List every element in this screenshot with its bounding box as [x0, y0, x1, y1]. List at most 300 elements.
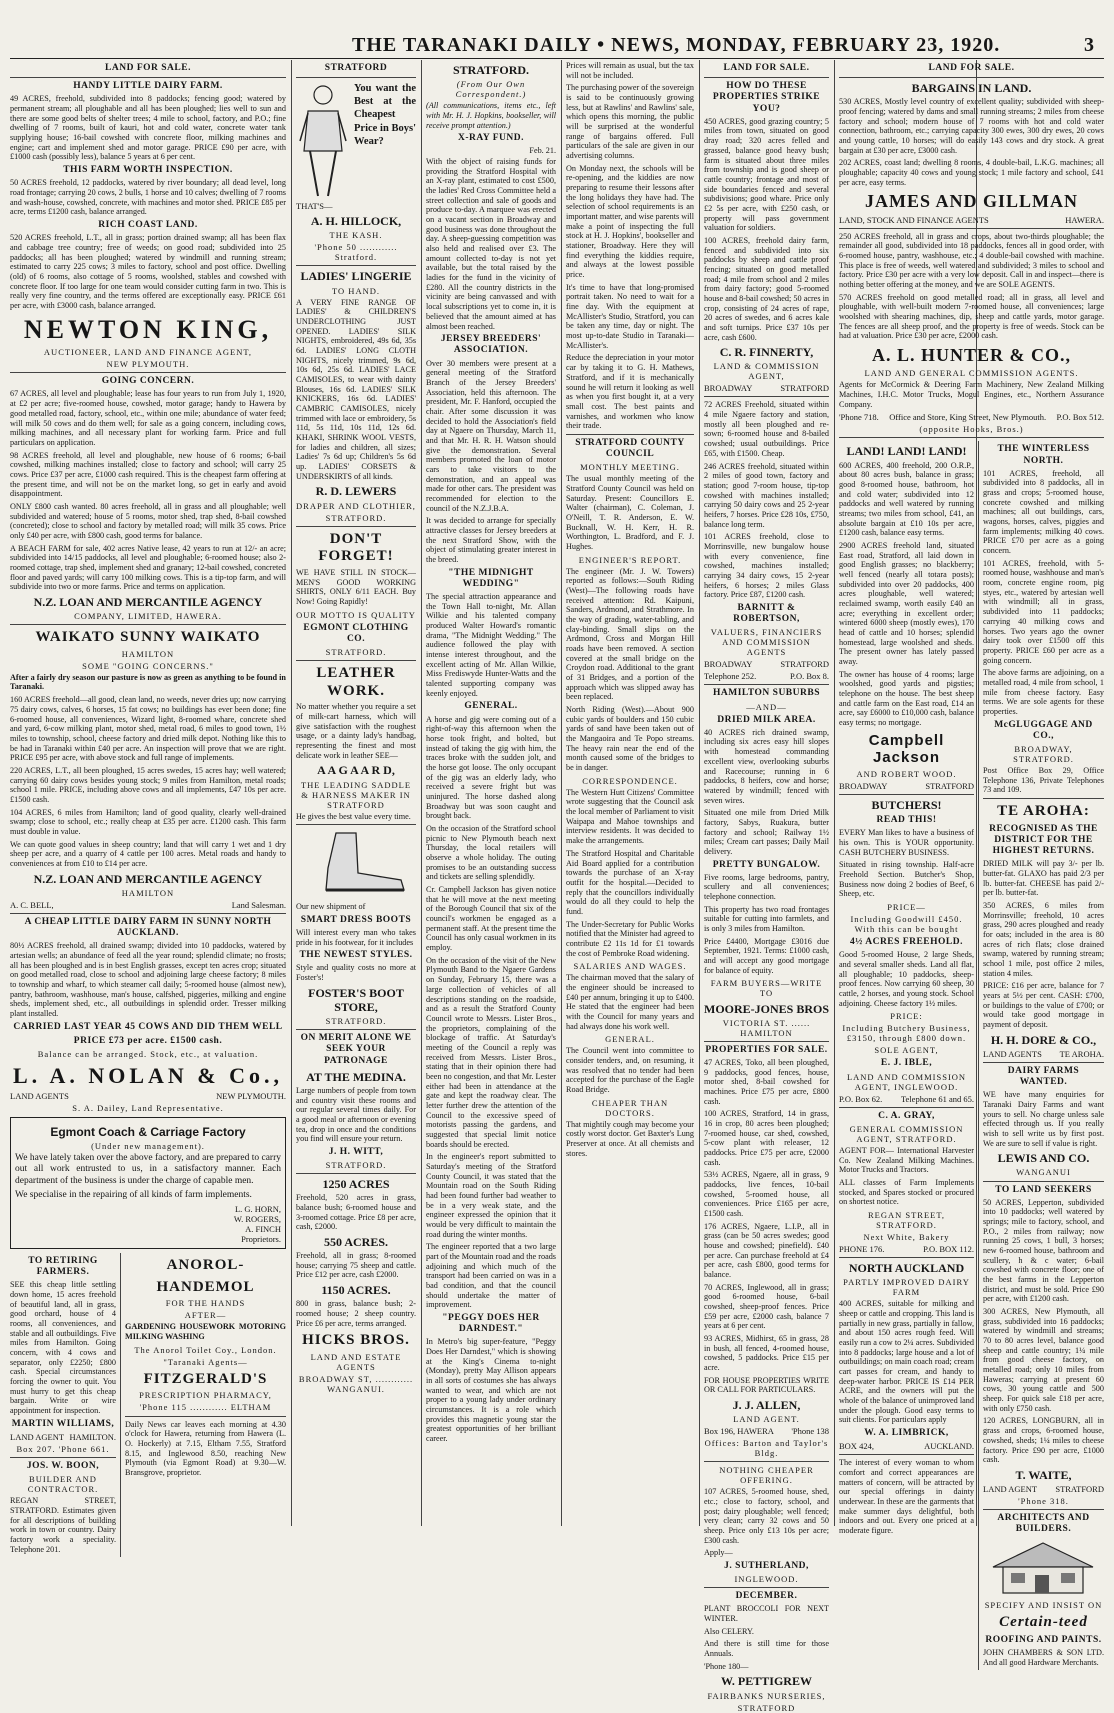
ad-text: No matter whether you require a set of milk-cart harness, which will give satisfaction with the roughest usage, or a dainty lady's handbag, representing the finest and most delicate work in leather SEE— [296, 702, 416, 760]
ad-text: 450 ACRES, good grazing country; 5 miles from town, situated on good dray road; 320 acres felled and grassed, balance good heavy bush; farm is situated about three miles from township and is good sheep or cattle country; frontage and most of side boundaries fenced and several subdivisions; good whare. Price only £2 5s per acre, with £250 cash, or property will pass government valuation for soldiers. [704, 116, 829, 233]
column-land-for-sale-left [10, 60, 286, 1554]
ad-text: 2900 ACRES freehold land, situated East road, Stratford, all laid down in good English grasses; no blackberry; well fenced (nearly all totara posts); subdivided into over 20 paddocks, 400 acres ploughable, well watered; reclaimed swamp, worth easily £40 an acre; everything in excellent order; wintered 6000 sheep (mostly ewes), 170 head of cattle and 10 horses; splendid homestead, large woolshed and sheds. The present owner has lately passed away. [839, 540, 974, 666]
ad-label: Including Goodwill £450. With this can be bought [850, 914, 963, 935]
agent-line: LAND AGENT STRATFORD [983, 1484, 1104, 1494]
ad-text: 49 ACRES, freehold, subdivided into 8 paddocks; fencing good; watered by permanent stream; all ploughable and all has been ploughed; lies well to sun and there are some good belts of shelter trees; 4 mile to school, factory, and P.O.; fine dwelling of 7 rooms, built of kauri, hot and cold water, concrete water tank supplying house; 16-bail cowshed with concrete floor, milking machines and engine; cart and implement shed and motor garage. PRICE £90 per acre, with £1000 cash (possibly less), balance 5 years at 6 per cent. [10, 94, 286, 162]
divider [10, 1457, 116, 1458]
house-illustration [983, 1537, 1103, 1597]
divider [983, 1062, 1104, 1063]
shop-town: STRATFORD. [325, 1016, 387, 1027]
bottom-row [10, 1253, 286, 1557]
egmont-coach-ad [10, 1117, 286, 1249]
newspaper-title: THE TARANAKI DAILY • NEWS, MONDAY, FEBRUARY 23, 1920. [352, 34, 1001, 56]
ad-subtitle: FARM BUYERS—WRITE TO [710, 978, 823, 999]
ad-headline: LAND! LAND! LAND! [846, 444, 967, 459]
ad-headline: BARGAINS IN LAND. [911, 81, 1032, 96]
pharmacy-name: FITZGERALD'S [143, 1370, 268, 1387]
news-text: The Stratford Hospital and Charitable Aid Board applied for a contribution towards the purchase of an X-ray outfit for the hospital.—Decided to reply that the councillors individually would do all they could to help the fund. [566, 848, 694, 916]
news-text: The purchasing power of the sovereign is said to be continuously growing less, but at Rawlins' and Rawlins' sale, which opens this morning, the public will be surprised at the wonderful range of bargains offered. Full particulars of the sale are given in our advertising columns. [566, 83, 695, 161]
ad-text: 400 ACRES, suitable for milking and sheep or cattle and cropping. This land is partially in new grass, partially in fallow, and about 150 acres rough feed. Will easily run a cow to 2¼ acres. Subdivided into 8 paddocks; large house and a lot of outbuildings; on main coach road; cream cart passes for cream, and handy to deep-water harbor. PRICE IS £14 PER ACRE, and the owners will put the whole of the balance of unimproved land under the plough. Good easy terms to suit clients. For particulars apply [839, 1299, 974, 1425]
ad-subtitle: HAMILTON [121, 648, 175, 659]
agent-name: W. PETTIGREW [721, 1674, 812, 1689]
ad-subtitle: SOME "GOING CONCERNS." [82, 660, 214, 671]
ad-text: 100 ACRES, freehold dairy farm, fenced and subdivided into six paddocks by sheep and cattle proof fencing; situated on good metalled road; 4 mile from school and 2 miles from dairy factory; good 5-roomed house and 8-bail cowshed; 50 acres in crop, consisting of 24 acres of rape, 20 acres of swedes, and 6 acres kale and soft turnips. Price £37 10s per acre, cash £600. [704, 235, 829, 342]
company-subtitle: HAMILTON [121, 887, 175, 898]
news-text: It's time to have that long-promised portrait taken. No need to wait for a fine day. With the equipment at McAllister's Studio, Stratford, you can be taken any time, day or night. The most up-to-date Studio in Taranaki—McAllister's. [566, 282, 694, 350]
column-rule [699, 60, 700, 1526]
agent-line: LAND AGENTS TE AROHA. [983, 1048, 1104, 1059]
ad-headline: DON'T FORGET! [318, 530, 394, 565]
divider [839, 437, 1104, 438]
agent-name: L. A. NOLAN & Co., [12, 1062, 283, 1088]
ad-text: Situated in rising township. Half-acre Freehold Section. Butcher's Shop, Business now doing 2 bodies of Beef, 6 Sheep, etc. [839, 860, 974, 899]
ad-text: A BEACH FARM for sale, 402 acres Native lease, 42 years to run at 12/- an acre; subdivided into 14/15 paddocks, all level and ploughable; 6-roomed house; also 2-roomed cottage, trap shed, implement shed and granary; 12-bail cowshed, concreted floor and paved yards; will carry 100 milking cows. This is a tip-top farm, and will subdivide into two or more farms. Price and terms on application. [10, 543, 286, 592]
ad-text: 101 ACRES, freehold, all subdivided into 8 paddocks, all in grass and crops; 5-roomed house, concrete cowshed and milking machines; all out buildings, cars, wagons, horses, calves, piggies and farm implements; milking 40 cows. PRICE £70 per acre as a going concern. [983, 468, 1104, 556]
ad-text: AGENT FOR— International Harvester Co. New Zealand Milking Machines. Motor Trucks and Tractors. [839, 1145, 974, 1175]
ad-text: And there is still time for those Annuals. [704, 1639, 829, 1659]
agent-name: MOORE-JONES BROS [704, 1001, 830, 1016]
agent-line: LAND AGENTS NEW PLYMOUTH. [10, 1090, 286, 1101]
ad-text: 520 ACRES freehold, L.T., all in grass; portion drained swamp; all has been flax and cabbage tree country; free of weeds; on good road; subdivided into 25 paddocks; all has been ploughed; watered by windmill and running stream; estimated to carry 225 cows; 3 miles to factory, school and post office. Dwelling (old) of 6 rooms, also cottage of 5 rooms, woolshed, stables and cowshed with concrete floor. If too large for one team would consider cutting farm in two. This is really very fine country, and the terms offered are exceptionally easy. PRICE £61 per acre, with £3000 cash, balance arranged. [10, 233, 286, 310]
ad-text: WE HAVE STILL IN STOCK— MEN'S GOOD WORKING SHIRTS, ONLY 6/11 EACH. Buy Now! Going Rapidly! [296, 567, 416, 606]
ad-headline: WAIKATO SUNNY WAIKATO [35, 629, 261, 646]
agent-line: BROADWAY STRATFORD [704, 383, 829, 394]
agent-subtitle: LAND AND COMMISSION AGENT, INGLEWOOD. [846, 1071, 967, 1092]
agents-label: "Taranaki Agents— [163, 1356, 248, 1367]
ad-question: You want the Best at the Cheapest Price in Boys' Wear? [354, 83, 416, 147]
shop-name: A. H. HILLOCK, [310, 214, 402, 229]
boys-wear-ad [296, 81, 416, 201]
ad-headline: LEATHER WORK. [316, 665, 396, 699]
news-text: Over 30 members were present at a general meeting of the Stratford Branch of the Jersey Breeders' Association, held this afternoon. The president, Mr. F. Hanford, occupied the chair. After some discussion it was decided to hold the Association's field day at Ngaere on Thursday, March 11, and that Mr. H. R. H. Watson should give the demonstration. Several members promoted the loan of motor cars to take visitors to the demonstration, and an appeal was made for other cars. The president was recommended for election to the council of the N.Z.J.B.A. [426, 358, 556, 513]
news-text: On Monday next, the schools will be re-opening, and the kiddies are now preparing to resume their lessons after the long holidays they have had. The selection of school requirements is an important matter, and wise parents will make a point of inspecting the full stock at H. J. Hopkins', bookseller and stationer, Broadway. Here they will find everything the kiddies require, and always at the lowest possible price. [566, 163, 694, 280]
ad-heading: 1150 ACRES. [321, 1283, 391, 1298]
ad-text: 250 ACRES freehold, all in grass and crops, about two-thirds ploughable; the remainder all good, subdivided into 18 paddocks, fences all in good order, with 6-roomed house, pantry, washhouse, etc.; 4 double-bail cowshed with machine. This place is free of weeds, well watered and subdivided; 3 miles to school and factory. Price £30 per acre with a very low deposit. Call in and inspect—there is nothing better offering at the money, and we are SOLE AGENTS. [839, 231, 1104, 290]
agent-name: JOS. W. BOON, [26, 1461, 100, 1472]
ad-text: 176 ACRES, Ngaere, L.I.P., all in grass (can be 50 acres swedes; good house and cowshed; pinefield). £40 per acre. Can purchase freehold at £4 per acre, cash £800, good terms for balance. [704, 1221, 829, 1279]
agent-subtitle: LAND AND GENERAL COMMISSION AGENTS. [864, 368, 1079, 379]
ad-text: 50 ACRES freehold, 12 paddocks, watered by river boundary; all dead level, long road frontage; carrying 20 cows, 2 bulls, 1 horse and 10 calves; dwelling of 7 rooms and wash-house, cowshed, concrete, with machines and motor shed. PRICE £85 per acre, terms £1200 cash, balance arranged. [10, 178, 286, 217]
agent-subtitle: LAND AGENT. [733, 1414, 800, 1425]
ad-text: 160 ACRES freehold—all good, clean land, no weeds, never dries up; now carrying 75 dairy cows, calves, 6 horses, 15 fat cows; no buildings has ever been done; fine 6-roomed house, all conveniences, Wizard light, 8-roomed whare, concrete shed and yard, 6-cow milking plant, motor shed, metal road, 6 miles to good town, 1½ miles to township, school, cheese factory and dried milk depot. Nothing like this to be had in Taranaki within £40 per acre. An inspection will prove that we are right. PRICE £95 per acre, with above stock and full range of implements. [10, 695, 286, 763]
ad-text: SEE this cheap little settling down home, 15 acres freehold of beautiful land, all in grass, good orchard, house of 4 rooms, all conveniences, and stable and all outbuildings. Five miles from Hamilton. Going concern, with 4 cows and separator, only £2250; £800 cash. Special circumstances forcing the owner to quit. You must hurry to get this cheap bargain. Write or wire appointment for inspection. [10, 1280, 116, 1416]
product-subtitle: FOR THE HANDS [165, 1298, 246, 1309]
shop-town: STRATFORD. [325, 512, 387, 523]
agent-name: Campbell Jackson [868, 731, 945, 767]
news-subheading: GENERAL. [464, 701, 518, 712]
section-heading: LAND FOR SALE. [723, 63, 810, 73]
news-text: Reduce the depreciation in your motor car by taking it to G. H. Mathews, Stratford, and if it is mechanically sound he will return it looking as well as when you first bought it, at a very small cost. The best paints and varnishes, and workmen who know their trade. [566, 353, 694, 431]
agent-contact: Telephone 252. P.O. Box 8. [704, 671, 829, 682]
column-rule [561, 60, 562, 1526]
ad-text: 570 ACRES freehold on good metalled road; all in grass, all level and ploughable, with well-built modern 7-roomed house, all conveniences; large woolshed with shearing machines, dip, sheep and cattle yards, motor garage. The fences are all sheep proof, and the property is free of weeds. Stock can be had at valuation. Price £30 per acre, £2000 cash. [839, 292, 1104, 341]
divider [296, 526, 416, 527]
ad-text: 101 ACRES, freehold, with 5-roomed house, washhouse and man's room, concrete engine room, pig styes, etc., watered by artesian well with windmill; all in grass, subdivided into 11 paddocks; carrying 40 milking cows and horses. Two years ago the owner dairy took over £1500 off this property. PRICE £60 per acre as a going concern. [983, 558, 1104, 665]
divider [296, 77, 416, 78]
agent-name: W. A. LIMBRICK, [864, 1427, 949, 1438]
ad-text: DRIED MILK will pay 3/- per lb. butter-fat. GLAXO has paid 2/3 per lb. butter-fat. CHEESE has paid 2/- per lb. butter-fat. [983, 859, 1104, 898]
retiring-farmers-ad [10, 1253, 116, 1557]
agent-address: BROADWAY, STRATFORD. [1013, 743, 1074, 764]
column-rule [421, 60, 422, 1526]
column-land-for-sale-middle [704, 60, 830, 1713]
agent-contact: Box 207. 'Phone 661. [16, 1444, 110, 1455]
ad-text: The interest of every woman to whom comfort and correct appearances are matters of concern, will be attracted by our special offerings in dainty underwear. In these are the garments that make summer days delightful, both indoors and out. Every one priced at a moderate figure. [839, 1458, 974, 1535]
product-subtitle: ROOFING AND PAINTS. [985, 1634, 1102, 1645]
ad-text: 800 in grass, balance bush; 2-roomed house; 2 sheep country. Price £6 per acre, terms arranged. [296, 1299, 416, 1328]
ad-headline: Egmont Coach & Carriage Factory [50, 1124, 246, 1139]
agent-contact: P.O. Box 62. Telephone 61 and 65. [839, 1093, 974, 1104]
ad-text: 350 ACRES, 6 miles from Morrinsville; freehold, 10 acres grass, 290 acres ploughed and ready for oats; included in the area is 80 acres of rich flats; close drained swamp, watered by running stream; school 1 mile, post office 2 miles, station 4 miles. [983, 900, 1104, 978]
agent-contact: PHONE 176. P.O. BOX 112. [839, 1244, 974, 1255]
ad-heading: 4½ ACRES FREEHOLD. [850, 937, 963, 948]
ad-text: FOR HOUSE PROPERTIES WRITE OR CALL FOR PARTICULARS. [704, 1375, 829, 1395]
agent-address: BROADWAY ST, ............ WANGANUI. [298, 1374, 414, 1395]
ad-text: 101 ACRES freehold, close to Morrinsville, new bungalow house with every convenience, fine cowshed, machines installed; carrying 34 dairy cows, 15 2-year heifers, 6 horses; 2 miles Glass factory. Price £87, £1200 cash. [704, 532, 829, 600]
news-subheading: MONTHLY MEETING. [580, 462, 680, 473]
agent-office: Offices: Barton and Taylor's Bldg. [704, 1438, 829, 1459]
ad-text: Our new shipment of [296, 902, 366, 911]
shop-subtitle: DRAPER AND CLOTHIER, [296, 500, 416, 511]
split-row [839, 441, 1104, 1670]
ad-text: 300 ACRES, New Plymouth, all grass, subdivided into 16 paddocks; watered by windmill and streams; 70 to 80 acres level, balance good sheep and cattle country; 1¼ mile from good cheese factory, on metalled road; only 10 miles from Haweras; carrying at present 60 cows, 30 young cattle and 500 sheep. For quick sale £18 per acre, with only £750 cash. [983, 1307, 1104, 1413]
news-text: North Riding (West).—About 900 cubic yards of boulders and 150 cubic yards of sand have been taken out of the Mangaoira and Te Popo streams. The heavy rain near the end of the month caused some of the bridges to be in danger. [566, 705, 694, 773]
ad-subtitle: SPECIFY AND INSIST ON [984, 1600, 1103, 1611]
signature-line: A. C. BELL, Land Salesman. [10, 899, 286, 910]
shop-name: EGMONT CLOTHING CO. [303, 622, 409, 644]
ad-text: REGAN STREET, STRATFORD. Estimates given for all descriptions of building work in town or country. Dairy factory work a speciality. Telephone 201. [10, 1496, 116, 1554]
news-text: Cr. Campbell Jackson has given notice that he will move at the next meeting of the Borough Council that six of the council's workmen be engaged as a permanent staff. At the present time the Council has only casual workmen in its employ. [426, 885, 556, 953]
ad-text: Agents for McCormick & Deering Farm Machinery, New Zealand Milking Machines, I.H.C. Motor Trucks, Mogul Engines, etc., Northern Assurance Company. [839, 380, 1104, 409]
divider [296, 265, 416, 266]
boy-illustration [296, 81, 350, 201]
divider [10, 913, 286, 914]
ad-heading: A CHEAP LITTLE DAIRY FARM IN SUNNY NORTH AUCKLAND. [24, 916, 272, 938]
ad-headline: NORTH AUCKLAND [848, 1261, 965, 1276]
shop-phone: 'Phone 50 ............ Stratford. [314, 242, 398, 263]
agent-subtitle: BUILDER AND CONTRACTOR. [27, 1474, 99, 1495]
agent-phone: 'Phone 318. [1018, 1496, 1069, 1507]
ad-text: Price £4400, Mortgage £3016 due September, 1921. Terms: £1000 cash, and will accept any good mortgage for balance of equity. [704, 936, 829, 975]
shop-subtitle: THE LEADING SADDLE & HARNESS MAKER IN STRATFORD [300, 779, 412, 810]
agent-address: REGAN STREET, STRATFORD. [867, 1209, 946, 1230]
ad-headline: AT THE MEDINA. [306, 1069, 406, 1084]
divider [839, 1257, 974, 1258]
ad-text: ALL classes of Farm Implements stocked, and Spares stocked or procured on shortest notice. [839, 1177, 974, 1207]
product-name: Certain-teed [999, 1614, 1088, 1631]
divider [10, 624, 286, 625]
news-text: The chairman moved that the salary of the engineer should be increased to £40 per annum, bringing it up to £400. He stated that the engineer had been with the Council for many years and had always done his work well. [566, 973, 694, 1031]
agent-town: WANGANUI [1016, 1167, 1071, 1178]
divider [839, 228, 1104, 229]
ad-heading: SMART DRESS BOOTS [300, 914, 412, 925]
divider [704, 1461, 829, 1462]
ad-text: Style and quality costs no more at Foster's! [296, 963, 416, 983]
shop-name: R. D. LEWERS [315, 484, 397, 499]
ad-subtitle: RECOGNISED AS THE DISTRICT FOR THE HIGHEST RETURNS. [989, 823, 1098, 857]
ad-text: 107 ACRES, 5-roomed house, shed, etc.; close to factory, school, and post; dairy ploughable; well fenced; very clean; carry 32 cows and 50 sheep. Price only £13 10s per acre; £300 cash. [704, 1487, 829, 1545]
ad-text: 246 ACRES freehold, situated within 2 miles of good town, factory and station; good 7-room house, tip-top cowshed with machines installed; carrying 50 dairy cows and 25 2-year heifers, 7 horses. Price £28 10s, £750, balance long term. [704, 461, 829, 529]
agent-town: STRATFORD [737, 1702, 796, 1713]
divider [983, 798, 1104, 799]
agent-name: J. J. ALLEN, [732, 1398, 801, 1413]
agent-name: NEWTON KING, [23, 314, 273, 344]
proprietor-list: L. G. HORN, W. ROGERS, A. FINCH Proprietors. [233, 1203, 281, 1244]
news-text: On the occasion of the visit of the New Plymouth Band to the Ngaere Gardens on Sunday, February 15, there was a large collection of vehicles of all descriptions standing on the roadside, and as a result the Stratford County Council wrote to Messrs. Lister Bros., the proprietors, complaining of the blockage of traffic. At Saturday's meeting of the Council a reply was received from Messrs. Lister Bros., stating that in their opinion there had been no congestion, and that Mr. Lester either had been in attendance at the gate and kept the roadway clear. The letter further drew the attention of the Council to the excessive speed of motorists passing the gardens, and suggested that special limit notice boards should be erected. [426, 955, 556, 1149]
column-stratford-ads [296, 60, 416, 1526]
news-subheading: JERSEY BREEDERS' ASSOCIATION. [440, 334, 542, 356]
divider [566, 434, 694, 435]
ad-text: Freehold, all in grass; 8-roomed house; carrying 75 sheep and cattle. Price £12 per acre, cash £2000. [296, 1251, 416, 1280]
ad-text: 40 ACRES rich drained swamp, including six acres easy hill slopes with homestead commanding excellent view, overlooking suburbs and Racecourse; running in 6 paddocks, 8 heifers, cow and horse; watered by windmill; fenced with seven wires. [704, 727, 829, 805]
ad-text: Good 5-roomed House, 2 large Sheds, and several smaller sheds. Land all flat, all ploughable; 10 paddocks, sheep-proof fences. Now carrying 60 sheep, 30 cattle, 2 horses, and young stock. School adjoining. Cheese factory 1½ miles. [839, 950, 974, 1008]
ad-heading: 1250 ACRES [322, 1177, 390, 1192]
ad-text: 93 ACRES, Midhirst, 65 in grass, 28 in bush, all fenced, 4-roomed house, cowshed, 5 paddocks. Price £15 per acre. [704, 1334, 829, 1373]
ad-heading: THE WINTERLESS NORTH. [997, 444, 1090, 466]
column-rule [291, 60, 292, 1526]
agent-subtitle: LAND & COMMISSION AGENT, [713, 361, 820, 382]
ad-heading: GOING CONCERN. [101, 376, 195, 387]
news-subheading: "PEGGY DOES HER DARNDEST." [442, 1313, 540, 1335]
ad-label: Apply— [704, 1548, 733, 1558]
news-text: In Metro's big super-feature, "Peggy Does Her Darndest," which is showing at the King's Cinema to-night (Monday), pretty May Allison appears in all sorts of costumes she has always wanted to wear, and which are not proper to a young lady under ordinary circumstances. It is a role which provides this magnetic young star the greatest opportunities of her brilliant career. [426, 1337, 556, 1444]
shop-name: A A G A A R D, [317, 763, 395, 778]
agent-contact: Box 196, HAWERA 'Phone 138 [704, 1426, 829, 1437]
ad-text: We specialise in the repairing of all kinds of farm implements. [15, 1189, 252, 1200]
ad-heading: PROPERTIES FOR SALE. [705, 1044, 828, 1055]
news-heading: STRATFORD. [452, 63, 530, 77]
divider [704, 684, 829, 685]
news-subheading: "THE MIDNIGHT WEDDING" [448, 567, 534, 589]
ad-text: This property has two road frontages suitable for cutting into farmlets, and is only 3 miles from Hamilton. [704, 904, 829, 934]
shop-town: STRATFORD. [325, 1160, 387, 1171]
ad-text: PRICE: £16 per acre, balance for 7 years at 5½ per cent. CASH: £700, or buildings to the value of £700; or would take good mortgage in payment of deposit. [983, 981, 1104, 1030]
pharmacy-phone: 'Phone 115 ............ ELTHAM [139, 1402, 272, 1413]
ad-text: 600 ACRES, 400 freehold, 200 O.R.P., about 80 acres bush, balance in grass; good 8-roomed house, bathroom, hot and cold water; subdivided into 12 paddocks and well watered by running streams; two miles from school, £41, an absolute bargain at £10 10s per acre, £1200 cash, balance easy terms. [839, 460, 974, 538]
ad-motto: OUR MOTTO IS QUALITY [296, 609, 416, 620]
agent-subtitle: AND ROBERT WOOD. [856, 769, 957, 780]
ad-text: JOHN CHAMBERS & SON LTD. And all good Hardware Merchants. [983, 1648, 1104, 1667]
agent-subtitle: FAIRBANKS NURSERIES, [707, 1690, 826, 1701]
agent-name: LEWIS AND CO. [997, 1151, 1090, 1166]
product-name: ANOROL- [166, 1257, 245, 1273]
agent-location: (opposite Hooks, Bros.) [919, 424, 1024, 435]
agent-contact: Post Office Box 29, Office Telephone 136, Private Telephones 73 and 109. [983, 765, 1104, 795]
pharmacy-subtitle: PRESCRIPTION PHARMACY, [139, 1390, 272, 1401]
news-text: Prices will remain as usual, but the tax will not be included. [566, 61, 694, 80]
news-text: The special attraction appearance and the Town Hall to-night, Mr. Allan Wilkie and his talented company produced Walter Howard's romantic drama, "The Midnight Wedding." The audience followed the play with intense interest throughout, and the excellent acting of Mr. Allan Wilkie, Miss Frediswyde Hunter-Watts and the talented supporting company was keenly enjoyed. [426, 592, 556, 698]
agent-name: BARNITT & ROBERTSON, [733, 602, 800, 625]
product-name: HANDEMOL [156, 1278, 255, 1295]
ad-text: 100 ACRES, Stratford, 14 in grass, 16 in crop, 80 acres been ploughed; 7-roomed house, car shed, cowshed, 5-cow plant with releaser, 12 paddocks. Price £75 per acre, £2000 cash. [704, 1109, 829, 1167]
divider [839, 77, 1104, 78]
agent-name: McGLUGGAGE AND CO., [994, 719, 1093, 741]
ad-headline: LADIES' LINGERIE [300, 269, 412, 284]
shop-town: STRATFORD. [325, 647, 387, 658]
ad-text: 67 ACRES, all level and ploughable; lease has four years to run from July 1, 1920, at £2 per acre; five-roomed house, cowshed, motor garage; handy to Hawera by good metalled road, factory, school, etc., within one mile; abundance of water feed; will milk 50 cows and do them well; for sale as a going concern, including cows, milking machines, and all necessary plant for working farm. Price and full particulars on application. [10, 389, 286, 447]
product-maker: The Anorol Toilet Coy., London. [134, 1344, 277, 1355]
divider [704, 1587, 829, 1588]
divider [125, 1416, 286, 1417]
column-anorol [120, 1253, 286, 1557]
company-subtitle: COMPANY, LIMITED, HAWERA. [74, 611, 222, 622]
ad-text: A VERY FINE RANGE OF LADIES' & CHILDREN'S UNDERCLOTHING JUST OPENED. LADIES' SILK NIGHTS, embroidered, 49s 6d, 35s 6d. LADIES' LONG CLOTH NIGHTS, nicely trimmed, 9s 6d, 10s 6d, 25s 6d. LADIES' LACE CAMISOLES, to wear with dainty Blouses, 16s 6d. LADIES' SILK KNICKERS, 16s 6d. LADIES' CAMBRIC CAMISOLES, nicely trimmed with lace or embroidery, 5s 11d, 5s 11d, 10s 11d, 12s 6d. KHAKI, SHRINK WOOL VESTS, for ladies and children, all sizes; Ladies' 7s 6d up; Children's 5s 6d up. LADIES' CORSETS & UNDERSKIRTS of all kinds. [296, 297, 416, 481]
divider [983, 1181, 1104, 1182]
divider [704, 77, 829, 78]
ad-text: Will interest every man who takes pride in his footwear, for it includes [296, 927, 416, 947]
ad-text: 202 ACRES, coast land; dwelling 8 rooms, 4 double-bail, L.K.G. machines; all ploughable; capacity 40 cows and young stock; 1 mile factory and school, £41 per acre, easy terms. [839, 158, 1104, 187]
divider [839, 1107, 974, 1108]
agent-name: C. A. GRAY, [878, 1110, 935, 1121]
ad-heading: CARRIED LAST YEAR 45 COWS AND DID THEM WELL [13, 1021, 283, 1032]
news-text: On the occasion of the Stratford school picnic to New Plymouth beach next Thursday, the local retailers will observe a whole holiday. The outing promises to be an outstanding success and tickets are selling splendidly. [426, 824, 556, 882]
ad-heading: DAIRY FARMS WANTED. [1007, 1065, 1080, 1088]
ad-label: PRICE: [890, 1011, 923, 1022]
shop-name: J. H. WITT, [328, 1146, 384, 1157]
news-text: It was decided to arrange for specially attractive classes for Jersey breeders at the next Stratford Show, with the object of stimulating greater interest in the breed. [426, 516, 556, 565]
ad-heading: ARCHITECTS AND BUILDERS. [997, 1513, 1090, 1535]
section-heading: LAND FOR SALE. [928, 63, 1015, 73]
agent-subtitle: LAND AND ESTATE AGENTS [310, 1351, 402, 1372]
ad-text: EVERY Man likes to have a business of his own. This is YOUR opportunity. CASH BUTCHERY BUSINESS. [839, 828, 974, 857]
agent-name: E. J. IBLE, [880, 1058, 933, 1069]
news-subheading: ENGINEER'S REPORT. [578, 554, 682, 565]
price-note: Balance can be arranged. Stock, etc., at valuation. [37, 1048, 259, 1059]
column-rule [834, 60, 835, 1526]
agent-subtitle: AUCTIONEER, LAND AND FINANCE AGENT, [43, 347, 253, 358]
column-county-council [566, 60, 694, 1526]
company-name: N.Z. LOAN AND MERCANTILE AGENCY [33, 871, 263, 886]
coach-notice: Daily News car leaves each morning at 4.30 o'clock for Hawera, returning from Hawera (L. O. Hockerly) at 7.15, Eltham 7.55, Stratford 8.15, and Inglewood 8.50, reaching New Plymouth (via Egmont Road) at 9.30—W. Bransgrove, proprietor. [125, 1419, 286, 1477]
news-date: Feb. 21. [529, 146, 556, 156]
ad-text: 72 ACRES Freehold, situated within 4 mile Ngaere factory and station, mostly all been ploughed and re-sown; 6-roomed house and 8-bailed cowshed; usual outbuildings. Price £65, with £1500. Cheap. [704, 400, 829, 458]
ad-phone: 'Phone 180— [704, 1661, 749, 1671]
news-text: In the engineer's report submitted to Saturday's meeting of the Stratford County Council, it was stated that the Mountain road on the South Riding had been found further bad weather to be in a very weak state, and the engineer expressed the opinion that it would be very difficult to maintain the road during the winter months. [426, 1152, 556, 1239]
ad-heading: TO LAND SEEKERS [995, 1184, 1092, 1195]
ad-subtitle: PARTLY IMPROVED DAIRY FARM [843, 1277, 970, 1298]
ad-text: After a fairly dry season our pasture is now as green as anything to be found in Taranaki. [10, 672, 286, 692]
ad-text: ONLY £800 cash wanted. 80 acres freehold, all in grass and all ploughable; well subdivided and watered; house of 5 rooms, motor shed, trap shed, 8-bail cowshed (concreted); close to school and factory by metalled road; will milk 35 cows. Price only £40 per acre, with £800 cash, good terms for balance. [10, 501, 286, 540]
product-label: AFTER— [184, 1310, 227, 1321]
product-uses: GARDENING HOUSEWORK MOTORING MILKING WASHING [125, 1322, 286, 1342]
ad-heading: HAMILTON SUBURBS [713, 688, 820, 699]
divider [704, 1041, 829, 1042]
ad-subtitle: NOTHING CHEAPER OFFERING. [719, 1465, 814, 1486]
divider [839, 1454, 974, 1455]
news-subheading: X-RAY FUND. [457, 133, 525, 144]
shop-name: FOSTER'S BOOT STORE, [308, 985, 404, 1014]
ad-text: Large numbers of people from town and country visit these rooms and our regular several times daily. For a good meal or afternoon or evening tea, drop in once and the conditions you find will ensure your return. [296, 1085, 416, 1144]
agent-address: VICTORIA ST. ...... HAMILTON [722, 1017, 811, 1038]
divider [296, 824, 416, 825]
agent-name: HICKS BROS. [302, 1332, 410, 1349]
ad-heading: ON MERIT ALONE WE SEEK YOUR PATRONAGE [300, 1033, 412, 1066]
ad-text: WE have many enquiries for Taranaki Dairy Farms and want yours to sell. No charge unless sale effected through us. If you really wish to sell write us by first post. We are sure to sell if value is right. [983, 1090, 1104, 1148]
ad-heading: DECEMBER. [735, 1591, 798, 1602]
ad-text: We have lately taken over the above factory, and are prepared to carry out all work entrusted to us, in a satisfactory manner. Each department of the business is under the charge of capable men. [15, 1153, 281, 1186]
agent-name: J. SUTHERLAND, [724, 1561, 809, 1572]
news-text: The usual monthly meeting of the Stratford County Council was held on Saturday. Present: Councillors E. Walter (chairman), C. Coleman, J. O'Neill, T. R. Anderson, E. W. Bucknall, W. H. Kerr, H. R. Worthington, L. Bradford, and F. J. Hughes. [566, 474, 694, 551]
ad-text: We can quote good values in sheep country; land that will carry 1 wet and 1 dry sheep per acre, and a quarry of 4 cattle per 100 acres. Metal roads and handy to conveniences at from £10 to £14 per acre. [10, 839, 286, 868]
divider [10, 372, 286, 373]
ad-heading: TO RETIRING FARMERS. [28, 1256, 98, 1278]
agent-line: BROADWAY STRATFORD [704, 659, 829, 670]
ad-text: 70 ACRES, Inglewood, all in grass; good 6-roomed house, 6-bail cowshed, sheep-proof fences. Price £59 per acre, £2000 cash, balance 7 years at 6 per cent. [704, 1282, 829, 1331]
subcolumn-right [978, 441, 1104, 1670]
news-byline: (From Our Own Correspondent.) [455, 79, 527, 100]
news-subheading: CHEAPER THAN DOCTORS. [591, 1097, 669, 1118]
news-subheading: GENERAL. [605, 1034, 655, 1045]
agent-contact: 'Phone 718. Office and Store, King Street, New Plymouth. P.O. Box 512. [839, 412, 1104, 423]
ad-text: He gives the best value every time. [296, 811, 411, 821]
ad-subtitle: —AND— [746, 701, 787, 712]
agent-line: BOX 424, AUCKLAND. [839, 1441, 974, 1452]
news-text: A horse and gig were coming out of a right-of-way this afternoon when the horse took fright, and bolted, but instead of taking the gig with him, the traces broke with the sudden jolt, and the horse got loose. The only occupant of the gig was an elderly lady, who received a severe fright but was uninjured. The horse dashed along Broadway but was soon caught and brought back. [426, 714, 556, 821]
agent-town: INGLEWOOD. [734, 1574, 799, 1585]
ad-text: The above farms are adjoining, on a metalled road, 4 mile from school, 1 mile from cheese factory. Easy terms. We are sole agents for these properties. [983, 668, 1104, 716]
agent-line: LAND AGENT HAMILTON. [10, 1432, 116, 1443]
ad-headline: BUTCHERS! [871, 798, 942, 813]
divider [10, 77, 286, 78]
agent-name: JAMES AND GILLMAN [864, 191, 1078, 212]
ad-text: 104 ACRES, 6 miles from Hamilton; land of good quality, clearly well-drained swamp; close to school, etc.; really cheap at £35 per acre. £1200 cash. This farm must double in value. [10, 807, 286, 836]
ad-heading: THIS FARM WORTH INSPECTION. [63, 165, 233, 176]
ad-text: 80½ ACRES freehold, all drained swamp; divided into 10 paddocks, watered by artesian wells; an abundance of feed all the year round; splendid climate; no frosts; all has been ploughed and is in best English grasses, except ten acres crop; situated on good metalled road, close to school and adjoining large cheese factory; 8 miles to township and wharf, to which steamer call daily; 5-roomed house (almost new), pantry, bathroom, washhouse, man's house, calfshed, piggeries, milking and engine sheds, implement shed, etc., all outbuildings in splendid order. Tresser milking plant installed. [10, 941, 286, 1018]
news-text: The Under-Secretary for Public Works notified that the Minister had agreed to contribute £2 11s 1d for £1 towards the cost of Pembroke Road widening. [566, 919, 694, 958]
ad-text: 220 ACRES, L.T., all been ploughed, 15 acres swedes, 15 acres hay; well watered; carrying 60 dairy cows besides young stock; 9 miles from Hamilton, metal roads; school 1 mile. PRICE, including above cows and all implements, £47 10s per acre. £1500 cash. [10, 765, 286, 804]
agent-representative: S. A. Dailey, Land Representative. [72, 1102, 224, 1113]
ad-text: Situated one mile from Dried Milk factory, Sabys, Ruakura, butter factory and school; Railway 1½ miles; Cream cart passes; Daily Mail delivery. [704, 808, 829, 856]
news-text: With the object of raising funds for providing the Stratford Hospital with an X-ray plant, estimated to cost £500, the ladies' Red Cross Committee held a street collection and sale of goods and produce to-day. A marquee was erected on a vacant section in Broadway and good business was done throughout the day. A sheep-guessing competition was also held and realised over £3. The amount collected to-day is not yet available, but the total raised by the ladies for the fund in the vicinity of £280. All the country districts in the vicinity are being canvassed and with local subscriptions yet to come in, it is believed that the amount aimed at has almost been reached. [426, 157, 556, 331]
ad-text: PLANT BROCCOLI FOR NEXT WINTER. [704, 1604, 829, 1624]
ad-heading: HANDY LITTLE DAIRY FARM. [73, 81, 223, 92]
divider [296, 1173, 416, 1174]
subcolumn-left [839, 441, 974, 1670]
news-text: The engineer reported that a two large part of the Mountain road and the roads adjoining and which much of the transport had been carried on was in a bad condition, and that the council should undertake the matter of improvement. [426, 1242, 556, 1310]
agent-line: BROADWAY STRATFORD [839, 781, 974, 792]
ad-text: 120 ACRES, LONGBURN, all in grass and crops, 6-roomed house, cowshed, sheds; 1¼ miles to cheese factory. Price £90 per acre, £1000 cash. [983, 1416, 1104, 1465]
column-stratford-news [426, 60, 556, 1526]
agent-town: NEW PLYMOUTH. [106, 359, 190, 370]
divider [983, 1509, 1104, 1510]
ad-label: SOLE AGENT, [874, 1045, 939, 1056]
ad-heading: 550 ACRES. [323, 1234, 388, 1249]
company-name: N.Z. LOAN AND MERCANTILE AGENCY [33, 594, 263, 609]
agent-name: T. WAITE, [1015, 1467, 1072, 1482]
ad-label: Including Butchery Business, £3150, through £800 down. [842, 1023, 971, 1044]
ad-label: THAT'S— [296, 201, 333, 212]
news-heading: STRATFORD COUNTY COUNCIL [575, 437, 685, 460]
ad-subtitle: READ THIS! [876, 815, 937, 826]
ad-label: PRICE— [887, 902, 926, 913]
masthead [0, 0, 1114, 58]
news-subheading: CORRESPONDENCE. [582, 775, 678, 786]
ad-subtitle: TO HAND. [332, 285, 380, 296]
ad-subtitle: (Under new management). [91, 1141, 205, 1152]
divider [704, 396, 829, 397]
news-text: The Council went into committee to consider tenders, and, on resuming, it was resolved that no tender had been accepted for the purchase of the Eagle Road Bridge. [566, 1046, 694, 1094]
ad-heading: DRIED MILK AREA. [717, 714, 816, 725]
section-heading: STRATFORD [324, 63, 388, 73]
news-text: The engineer (Mr. J. W. Towers) reported as follows:—South Riding (West)—The following roads have received attention: Rd. Kaipuni, Sanders, Ardmond, and Strathmore. In the way of grading, water-tabling, and clay-binding. Small slips on the Ardmond, Cross and Morgan Hill roads have been removed. A section covered at the small bridge on the Croydon road. Additional to the grant of 31 Bridges, and a portion of the approach which was slipped away has been replaced. [566, 566, 694, 702]
ad-text: Five rooms, large bedrooms, pantry, scullery and all conveniences; telephone connection. [704, 872, 829, 902]
ad-headline: TE AROHA: [997, 803, 1090, 819]
ad-text: Also CELERY. [704, 1626, 754, 1636]
agent-subtitle: GENERAL COMMISSION AGENT, STRATFORD. [849, 1123, 964, 1144]
section-heading: LAND FOR SALE. [105, 63, 191, 73]
ad-text: The owner has house of 4 rooms; large woolshed, good yards and pigsties; telephone on the house. The best sheep and cattle farm on the East road, £14 an acre, say £6000 to £10,000 cash, balance easy terms; no mortgage. [839, 669, 974, 727]
ad-text: 47 ACRES, Toko, all been ploughed, 9 paddocks, good fences, house, motor shed, 8-bail cowshed for machines. Price £75 per acre, £800 cash. [704, 1057, 829, 1106]
